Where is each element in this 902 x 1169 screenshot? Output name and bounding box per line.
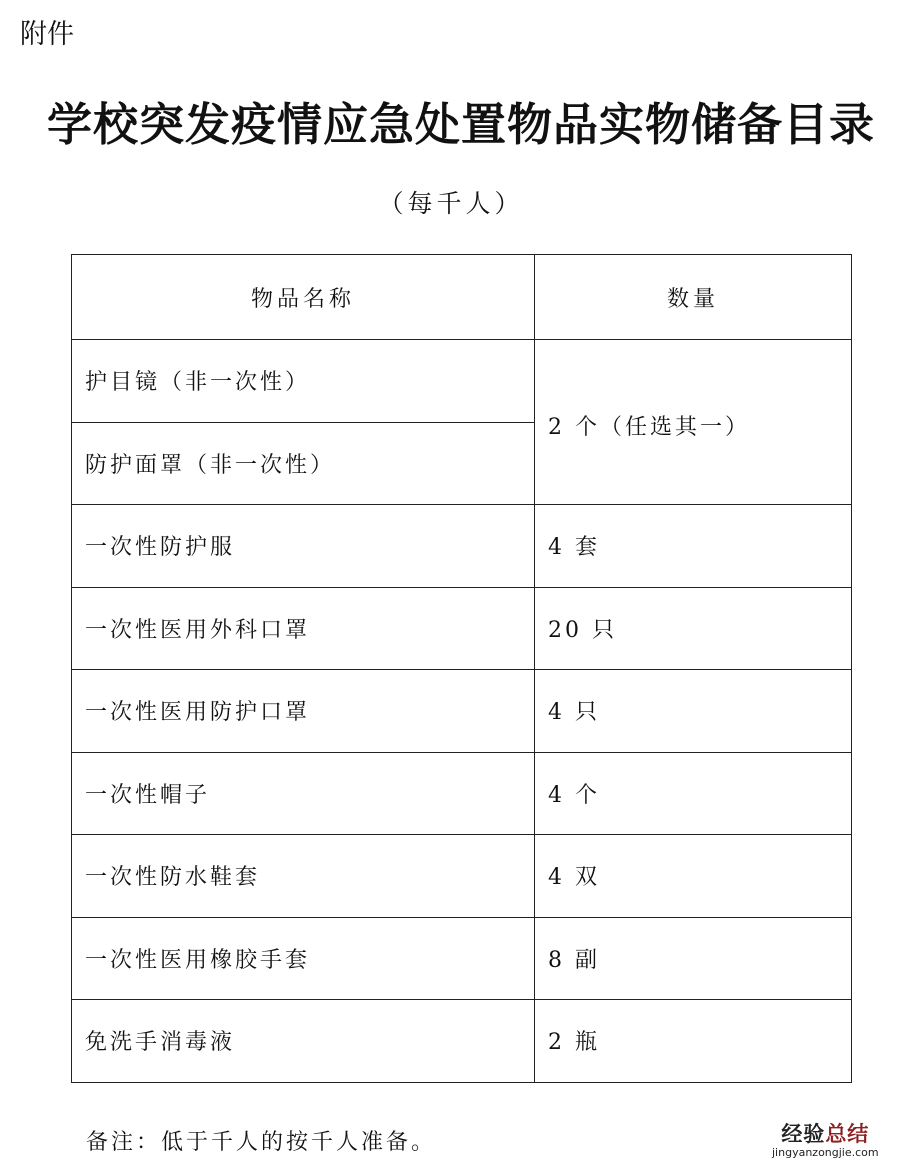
item-quantity: 2 瓶 bbox=[535, 1000, 852, 1083]
document-subtitle: （每千人） bbox=[378, 189, 524, 218]
item-quantity: 20 只 bbox=[535, 587, 852, 670]
item-name: 免洗手消毒液 bbox=[72, 1000, 535, 1083]
header-item-name: 物品名称 bbox=[72, 255, 535, 340]
table-row bbox=[72, 917, 852, 1000]
watermark-dark-text: 经验 bbox=[781, 1122, 826, 1146]
item-name: 一次性医用橡胶手套 bbox=[72, 917, 535, 1000]
watermark-red-text: 总结 bbox=[825, 1122, 870, 1146]
item-quantity: 2 个（任选其一） bbox=[535, 340, 852, 505]
item-name: 护目镜（非一次性） bbox=[72, 340, 535, 423]
watermark-logo bbox=[772, 1118, 879, 1159]
item-name: 一次性医用外科口罩 bbox=[72, 587, 535, 670]
table-row bbox=[72, 340, 852, 423]
table-header-row bbox=[72, 255, 852, 340]
item-name: 一次性帽子 bbox=[72, 752, 535, 835]
item-quantity: 4 套 bbox=[535, 505, 852, 588]
table-row bbox=[72, 670, 852, 753]
item-name: 一次性防水鞋套 bbox=[72, 835, 535, 918]
table-row bbox=[72, 587, 852, 670]
header-quantity: 数量 bbox=[535, 255, 852, 340]
attachment-label: 附件 bbox=[20, 19, 74, 50]
table-row bbox=[72, 752, 852, 835]
item-quantity: 4 个 bbox=[535, 752, 852, 835]
footnote: 备注：低于千人的按千人准备。 bbox=[86, 1130, 437, 1155]
table-row bbox=[72, 505, 852, 588]
watermark-url: jingyanzongjie.com bbox=[772, 1146, 879, 1159]
item-name: 一次性防护服 bbox=[72, 505, 535, 588]
item-name: 一次性医用防护口罩 bbox=[72, 670, 535, 753]
item-quantity: 4 双 bbox=[535, 835, 852, 918]
table-row bbox=[72, 835, 852, 918]
document-title: 学校突发疫情应急处置物品实物储备目录 bbox=[46, 98, 875, 151]
item-quantity: 4 只 bbox=[535, 670, 852, 753]
supplies-table bbox=[71, 254, 852, 1083]
table-row bbox=[72, 1000, 852, 1083]
item-quantity: 8 副 bbox=[535, 917, 852, 1000]
item-name: 防护面罩（非一次性） bbox=[72, 422, 535, 505]
